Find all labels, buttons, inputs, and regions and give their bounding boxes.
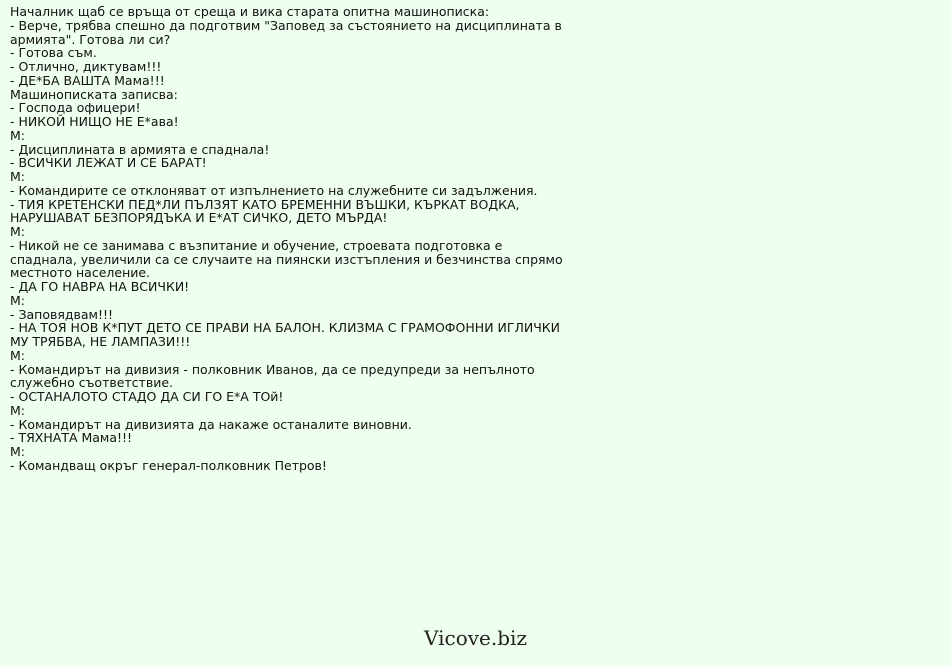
joke-line-new-one: - НА ТОЯ НОВ К*ПУТ ДЕТО СЕ ПРАВИ НА БАЛОН. КЛИЗМА С ГРАМОФОННИ ИГЛИЧКИ xyxy=(10,320,561,336)
joke-line-discipline: - Дисциплината в армията е спаднала! xyxy=(10,141,270,157)
joke-line-division-commander: - Командирът на дивизия - полковник Иванов, да се предупреди за непълното служебно съответствие. xyxy=(10,361,535,391)
joke-line-officers: - Господа офицери! xyxy=(10,100,141,116)
joke-line-commanders: - Командирите се отклоняват от изпълнението на служебните си задължения. xyxy=(10,182,538,198)
joke-line-m: М: xyxy=(10,402,25,418)
joke-line-m: М: xyxy=(10,224,25,239)
joke-line-m: М: xyxy=(10,347,25,363)
joke-line-needs: МУ ТРЯБВА, НЕ ЛАМПАЗИ!!! xyxy=(10,334,191,349)
site-watermark: Vicove.biz xyxy=(424,626,527,650)
joke-line-district-commander: - Командващ окръг генерал-полковник Петров! xyxy=(10,457,327,473)
joke-line-dictate: - Отлично, диктувам!!! xyxy=(10,59,162,74)
joke-line-nobody: - НИКОЙ НИЩО НЕ Е*ава! xyxy=(10,114,179,129)
joke-line-m: М: xyxy=(10,127,25,143)
joke-line-typist-writes: Машинописката записва: xyxy=(10,86,178,102)
joke-line-the-herd: - ОСТАНАЛОТО СТАДО ДА СИ ГО Е*А ТОй! xyxy=(10,389,284,404)
joke-line-m: М: xyxy=(10,444,25,459)
joke-line-exclaim: - ДЕ*БА ВАШТА Мама!!! xyxy=(10,72,165,88)
joke-line-all: - ДА ГО НАВРА НА ВСИЧКИ! xyxy=(10,279,190,294)
joke-line-order: - Верче, трябва спешно да подготвим "Заповед за състоянието на дисциплината в армията". Готова ли си? xyxy=(10,17,562,47)
joke-line-m: М: xyxy=(10,169,25,184)
joke-line-m: М: xyxy=(10,292,25,308)
joke-line-nobody-trains: - Никой не се занимава с възпитание и обучение, строевата подготовка е спаднала, увеличили са се случаите на пиянски изстъпления и безчинства спрямо местното население. xyxy=(10,237,563,281)
joke-line-all-lying: - ВСИЧКИ ЛЕЖАТ И СЕ БАРАТ! xyxy=(10,155,207,171)
joke-line-their-mom: - ТЯХНАТА Мама!!! xyxy=(10,430,133,446)
joke-text xyxy=(10,5,570,473)
joke-line-cretins: - ТИЯ КРЕТЕНСКИ ПЕД*ЛИ ПЪЛЗЯТ КАТО БРЕМЕННИ ВЪШКИ, КЪРКАТ ВОДКА, НАРУШАВАТ БЕЗПОРЯДЪКА И Е*АТ СИЧКО, ДЕТО МЪРДА! xyxy=(10,196,520,226)
joke-line-punish: - Командирът на дивизията да накаже останалите виновни. xyxy=(10,416,412,432)
joke-line-i-order: - Заповядвам!!! xyxy=(10,306,113,322)
joke-line-ready: - Готова съм. xyxy=(10,45,97,61)
joke-line-intro: Началник щаб се връща от среща и вика старата опитна машинописка: xyxy=(10,4,490,19)
